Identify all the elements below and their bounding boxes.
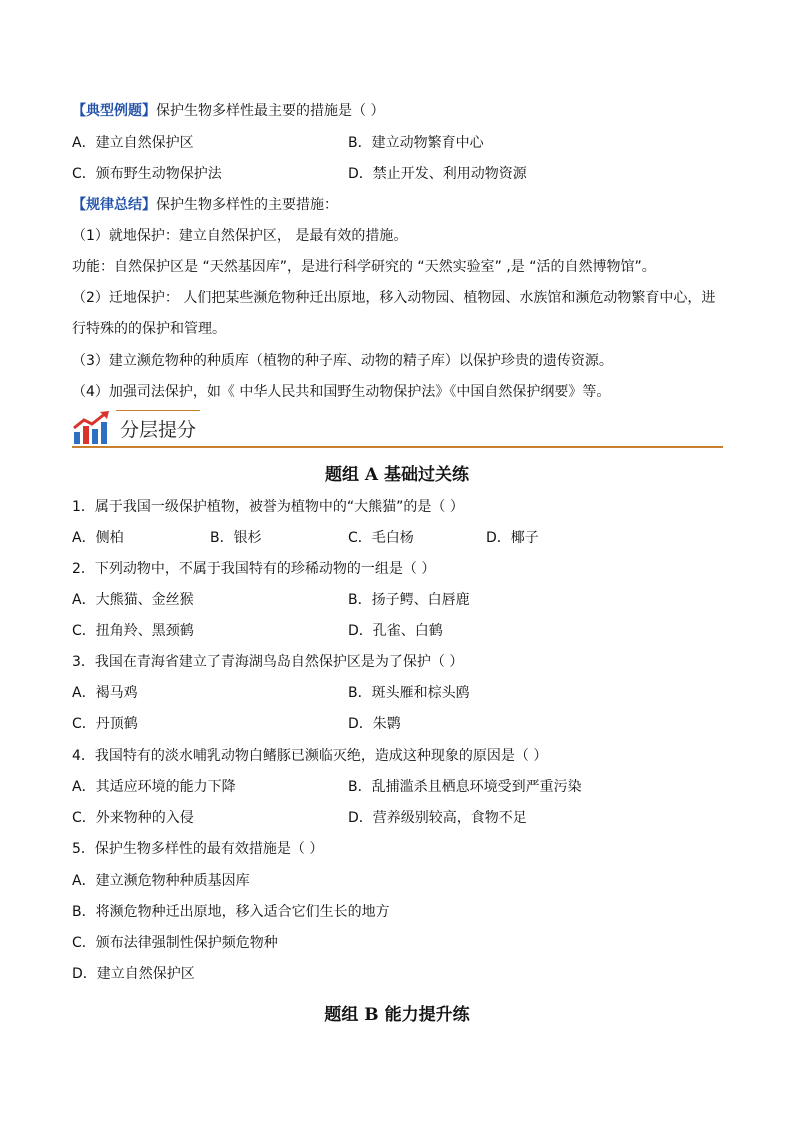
example-question-text: 保护生物多样性最主要的措施是（ ） [156,103,385,119]
banner-rule [72,446,723,448]
q1-option-a: A．侧柏 [72,530,124,546]
q1-option-d: D．椰子 [486,530,539,546]
q4-option-b: B．乱捕滥杀且栖息环境受到严重污染 [348,779,582,795]
q5-option-a: A．建立濒危物种种质基因库 [72,873,250,889]
q2-option-c: C．扭角羚、黑颈鹤 [72,623,194,639]
summary-line-5: （3）建立濒危物种的种质库（植物的种子库、动物的精子库）以保护珍贵的遗传资源。 [72,353,613,369]
example-option-b: B．建立动物繁育中心 [348,135,484,151]
q2-option-a: A．大熊猫、金丝猴 [72,592,194,608]
q3-option-a: A．褐马鸡 [72,685,138,701]
banner-title: 分层提分 [120,419,197,441]
banner-top-rule [116,410,200,411]
section-banner [72,408,723,448]
q5-option-d: D．建立自然保护区 [72,966,195,982]
summary-line-1: （1）就地保护：建立自然保护区， 是最有效的措施。 [72,228,408,244]
summary-line-6: （4）加强司法保护，如《 中华人民共和国野生动物保护法》《中国自然保护纲要》等。 [72,384,611,400]
q4-option-d: D．营养级别较高，食物不足 [348,810,527,826]
example-question [72,102,384,120]
question-2-stem: 2．下列动物中，不属于我国特有的珍稀动物的一组是（ ） [72,561,436,577]
q3-option-b: B．斑头雁和棕头鸥 [348,685,470,701]
summary-line-2: 功能：自然保护区是 “天然基因库”，是进行科学研究的 “天然实验室” ,是 “活的自然博物馆”。 [72,259,656,275]
q3-option-c: C．丹顶鹤 [72,716,138,732]
summary-line-4: 行特殊的的保护和管理。 [72,321,226,337]
example-option-d: D．禁止开发、利用动物资源 [348,166,527,182]
question-5-stem: 5．保护生物多样性的最有效措施是（ ） [72,841,324,857]
summary-intro [72,196,338,214]
q2-option-b: B．扬子鳄、白唇鹿 [348,592,470,608]
example-tag: 【典型例题】 [72,103,156,119]
rising-chart-icon [72,410,112,446]
q3-option-d: D．朱鹮 [348,716,401,732]
q5-option-b: B．将濒危物种迁出原地，移入适合它们生长的地方 [72,904,390,920]
summary-intro-text: 保护生物多样性的主要措施： [156,197,338,213]
question-1-stem: 1．属于我国一级保护植物，被誉为植物中的“大熊猫”的是（ ） [72,499,464,515]
q1-option-b: B．银杉 [210,530,262,546]
summary-line-3: （2）迁地保护： 人们把某些濒危物种迁出原地，移入动物园、植物园、水族馆和濒危动物繁育中心，进 [72,290,716,306]
q2-option-d: D．孔雀、白鹤 [348,623,443,639]
q4-option-a: A．其适应环境的能力下降 [72,779,236,795]
q5-option-c: C．颁布法律强制性保护频危物种 [72,935,278,951]
example-option-a: A．建立自然保护区 [72,135,194,151]
question-4-stem: 4．我国特有的淡水哺乳动物白鳍豚已濒临灭绝，造成这种现象的原因是（ ） [72,748,548,764]
group-a-title: 题组 A 基础过关练 [324,465,470,485]
summary-tag: 【规律总结】 [72,197,156,213]
q4-option-c: C．外来物种的入侵 [72,810,194,826]
example-option-c: C．颁布野生动物保护法 [72,166,222,182]
question-3-stem: 3．我国在青海省建立了青海湖鸟岛自然保护区是为了保护（ ） [72,654,464,670]
group-b-title: 题组 B 能力提升练 [324,1005,470,1025]
q1-option-c: C．毛白杨 [348,530,414,546]
